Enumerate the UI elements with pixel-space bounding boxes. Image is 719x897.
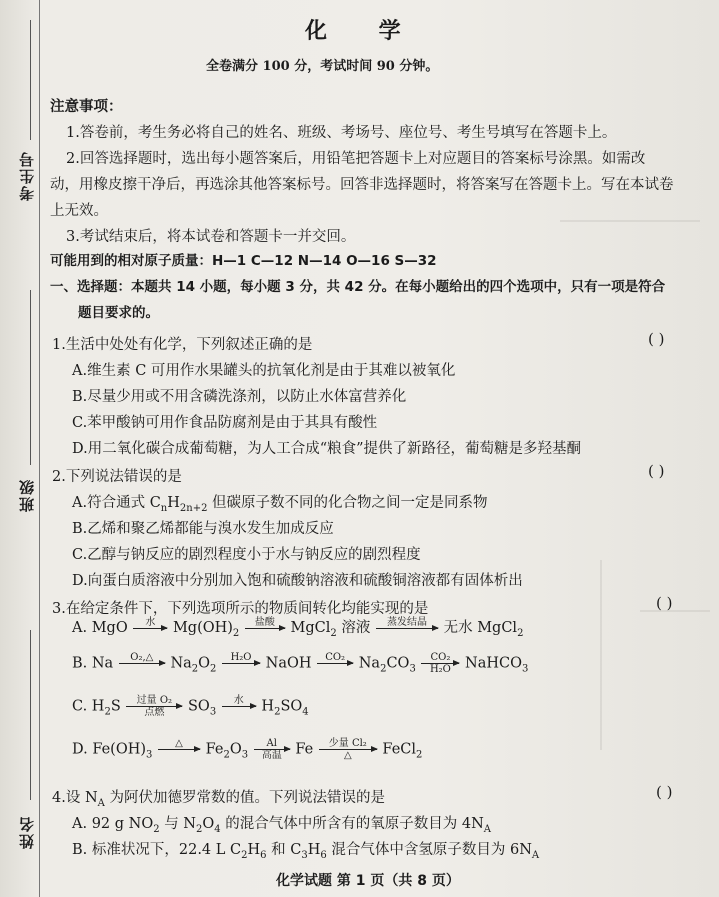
show-through-mark bbox=[560, 220, 700, 222]
name-blank bbox=[30, 630, 31, 800]
q4-stem: 4.设 $N_A$ 为阿伏加德罗常数的值。下列说法错误的是 bbox=[52, 790, 385, 809]
q2-stem: 2.下列说法错误的是 bbox=[52, 469, 182, 485]
q1-option-a: A.维生素 C 可用作水果罐头的抗氧化剂是由于其难以被氧化 bbox=[72, 363, 456, 379]
section-heading: 一、选择题：本题共 14 小题，每小题 3 分，共 42 分。在每小题给出的四个选项中，只有一项是符合 bbox=[50, 279, 666, 295]
q2-option-b: B.乙烯和聚乙烯都能与溴水发生加成反应 bbox=[72, 521, 334, 537]
q4-answer-paren: ( ) bbox=[656, 783, 673, 801]
q1-answer-paren: ( ) bbox=[648, 330, 665, 348]
show-through-mark bbox=[640, 610, 710, 612]
class-label: 班级 bbox=[18, 478, 36, 512]
exam-id-blank bbox=[30, 20, 31, 140]
q4-option-a: A. 92 g $NO_2$ 与 $N_2O_4$ 的混合气体中所含有的氧原子数目为 $4N_A$ bbox=[72, 816, 492, 835]
q3-answer-paren: ( ) bbox=[656, 594, 673, 612]
note-1: 1.答卷前，考生务必将自己的姓名、班级、考场号、座位号、考生号填写在答题卡上。 bbox=[66, 125, 617, 141]
q1-stem: 1.生活中处处有化学，下列叙述正确的是 bbox=[52, 337, 313, 353]
q2-option-d: D.向蛋白质溶液中分别加入饱和硫酸钠溶液和硫酸铜溶液都有固体析出 bbox=[72, 573, 523, 589]
note-2-line-1: 2.回答选择题时，选出每小题答案后，用铅笔把答题卡上对应题目的答案标号涂黑。如需改 bbox=[66, 151, 646, 167]
q3-option-a: A. MgO 水 $Mg(OH)_2$ 盐酸 MgCl$_2$ 溶液 蒸发结晶 无水 MgCl$_2$ bbox=[72, 616, 524, 639]
note-3: 3.考试结束后，将本试卷和答题卡一并交回。 bbox=[66, 229, 356, 245]
binding-line bbox=[39, 0, 40, 897]
q2-option-c: C.乙醇与钠反应的剧烈程度小于水与钠反应的剧烈程度 bbox=[72, 547, 421, 563]
show-through-mark bbox=[600, 560, 602, 750]
note-2-line-2: 动，用橡皮擦干净后，再选涂其他答案标号。回答非选择题时，将答案写在答题卡上。写在本试卷 bbox=[50, 177, 674, 193]
q4-option-b: B. 标准状况下，22.4 L $C_2H_6$ 和 $C_3H_6$ 混合气体中含氢原子数目为 $6N_A$ bbox=[72, 842, 540, 861]
q1-option-b: B.尽量少用或不用含磷洗涤剂，以防止水体富营养化 bbox=[72, 389, 407, 405]
class-blank bbox=[30, 290, 31, 465]
section-heading-cont: 题目要求的。 bbox=[78, 305, 159, 321]
notes-heading: 注意事项： bbox=[50, 99, 123, 115]
name-label: 姓名 bbox=[18, 815, 36, 849]
page-footer: 化学试题 第 1 页（共 8 页） bbox=[276, 873, 460, 889]
exam-title: 化 学 bbox=[305, 19, 423, 44]
q3-stem: 3.在给定条件下，下列选项所示的物质间转化均能实现的是 bbox=[52, 601, 429, 617]
note-2-line-3: 上无效。 bbox=[50, 203, 108, 219]
q3-option-c: C. $H_2S$ 过量 O₂ 点燃 $SO_3$ 水 $H_2SO_4$ bbox=[72, 695, 309, 718]
q3-option-b: B. Na O₂,△ $Na_2O_2$ H₂O NaOH CO₂ $Na_2CO_3$ $\frac{\text{CO₂}}{\text{H₂O}}$ NaHCO$_3$ bbox=[72, 652, 529, 675]
q1-option-c: C.苯甲酸钠可用作食品防腐剂是由于其具有酸性 bbox=[72, 415, 378, 431]
q3-option-d: D. $Fe(OH)_3$ △ $Fe_2O_3$ Al 高温 Fe 少量 Cl₂ △ FeCl$_2$ bbox=[72, 738, 423, 761]
atomic-masses: 可能用到的相对原子质量：H—1 C—12 N—14 O—16 S—32 bbox=[50, 253, 437, 269]
exam-id-label: 考生号 bbox=[18, 150, 36, 201]
q2-answer-paren: ( ) bbox=[648, 462, 665, 480]
q2-option-a: A.符合通式 $C_nH_{2n+2}$ 但碳原子数不同的化合物之间一定是同系物 bbox=[72, 495, 488, 514]
exam-subtitle: 全卷满分 100 分，考试时间 90 分钟。 bbox=[206, 59, 439, 74]
q1-option-d: D.用二氧化碳合成葡萄糖，为人工合成“粮食”提供了新路径，葡萄糖是多羟基酮 bbox=[72, 441, 582, 457]
